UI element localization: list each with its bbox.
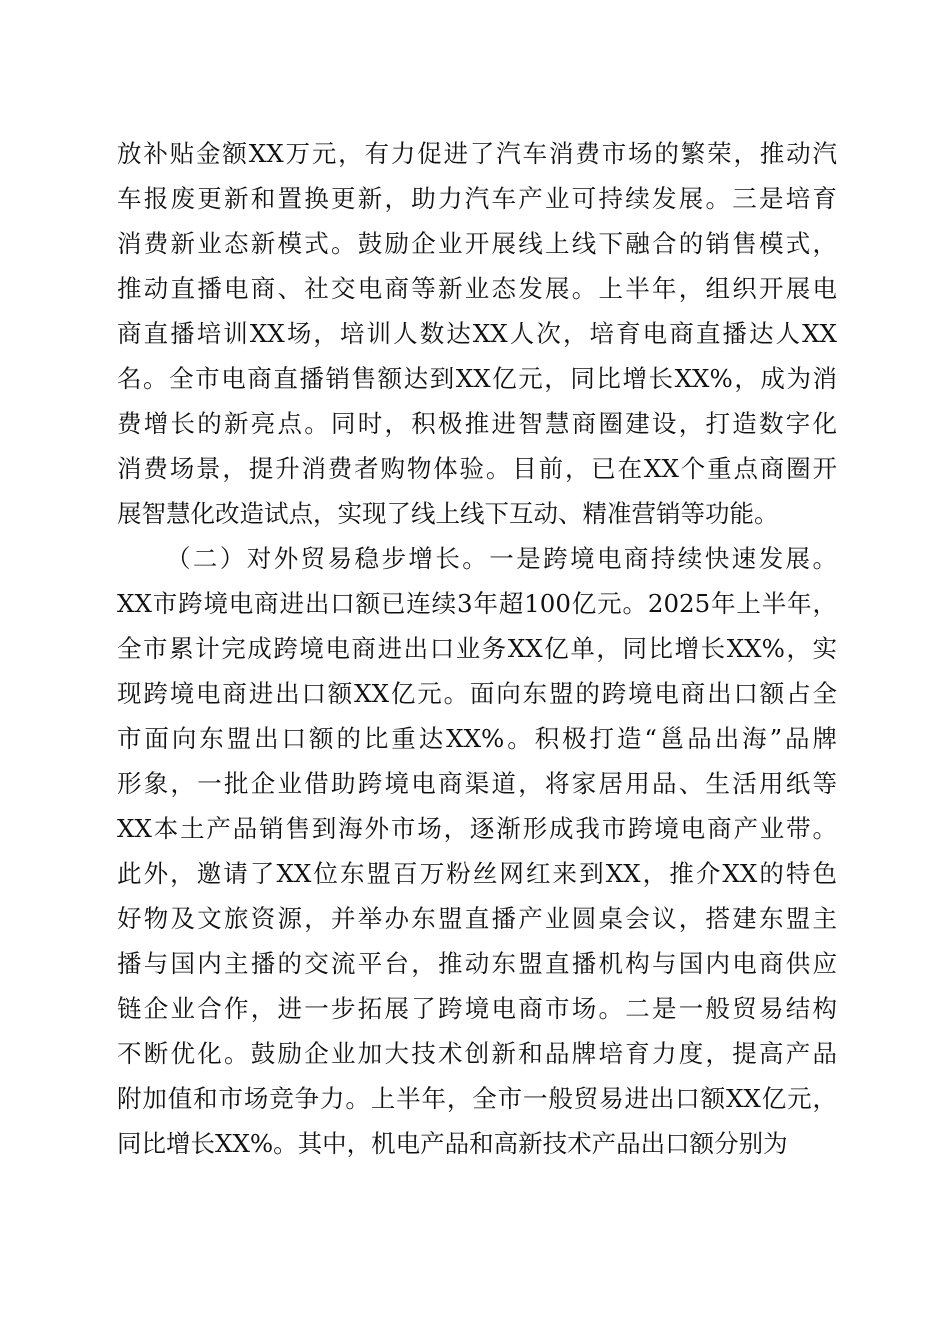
paragraph-line: 消费新业态新模式。鼓励企业开展线上线下融合的销售模式，	[117, 229, 837, 258]
paragraph-line: 好物及文旅资源，并举办东盟直播产业圆桌会议，搭建东盟主	[117, 904, 837, 933]
paragraph-line: 展智慧化改造试点，实现了线上线下互动、精准营销等功能。	[117, 499, 779, 528]
paragraph-line: 形象，一批企业借助跨境电商渠道，将家居用品、生活用纸等	[117, 769, 837, 798]
paragraph-line: 不断优化。鼓励企业加大技术创新和品牌培育力度，提高产品	[117, 1039, 837, 1068]
paragraph-line: XX本土产品销售到海外市场，逐渐形成我市跨境电商产业带。	[117, 814, 837, 843]
paragraph-line: 名。全市电商直播销售额达到XX亿元，同比增长XX%，成为消	[117, 364, 837, 393]
paragraph-line: 此外，邀请了XX位东盟百万粉丝网红来到XX，推介XX的特色	[117, 859, 837, 888]
paragraph-line: 播与国内主播的交流平台，推动东盟直播机构与国内电商供应	[117, 949, 837, 978]
paragraph-line: 现跨境电商进出口额XX亿元。面向东盟的跨境电商出口额占全	[117, 679, 837, 708]
paragraph-line: 消费场景，提升消费者购物体验。目前，已在XX个重点商圈开	[117, 454, 837, 483]
paragraph-line: 同比增长XX%。其中，机电产品和高新技术产品出口额分别为	[117, 1129, 788, 1158]
paragraph-line: XX市跨境电商进出口额已连续3年超100亿元。2025年上半年，	[117, 589, 837, 618]
document-body	[117, 131, 837, 1166]
paragraph-line: 推动直播电商、社交电商等新业态发展。上半年，组织开展电	[117, 274, 837, 303]
paragraph-line: 车报废更新和置换更新，助力汽车产业可持续发展。三是培育	[117, 184, 837, 213]
paragraph-line: 链企业合作，进一步拓展了跨境电商市场。二是一般贸易结构	[117, 994, 837, 1023]
paragraph-line: 费增长的新亮点。同时，积极推进智慧商圈建设，打造数字化	[117, 409, 837, 438]
paragraph-line: 放补贴金额XX万元，有力促进了汽车消费市场的繁荣，推动汽	[117, 139, 837, 168]
paragraph-line: 全市累计完成跨境电商进出口业务XX亿单，同比增长XX%，实	[117, 634, 837, 663]
paragraph-line: 市面向东盟出口额的比重达XX%。积极打造“邕品出海”品牌	[117, 724, 837, 753]
paragraph-line: 商直播培训XX场，培训人数达XX人次，培育电商直播达人XX	[117, 319, 837, 348]
section-heading-line: （二）对外贸易稳步增长。一是跨境电商持续快速发展。	[166, 544, 837, 573]
paragraph-line: 附加值和市场竞争力。上半年，全市一般贸易进出口额XX亿元，	[117, 1084, 837, 1113]
